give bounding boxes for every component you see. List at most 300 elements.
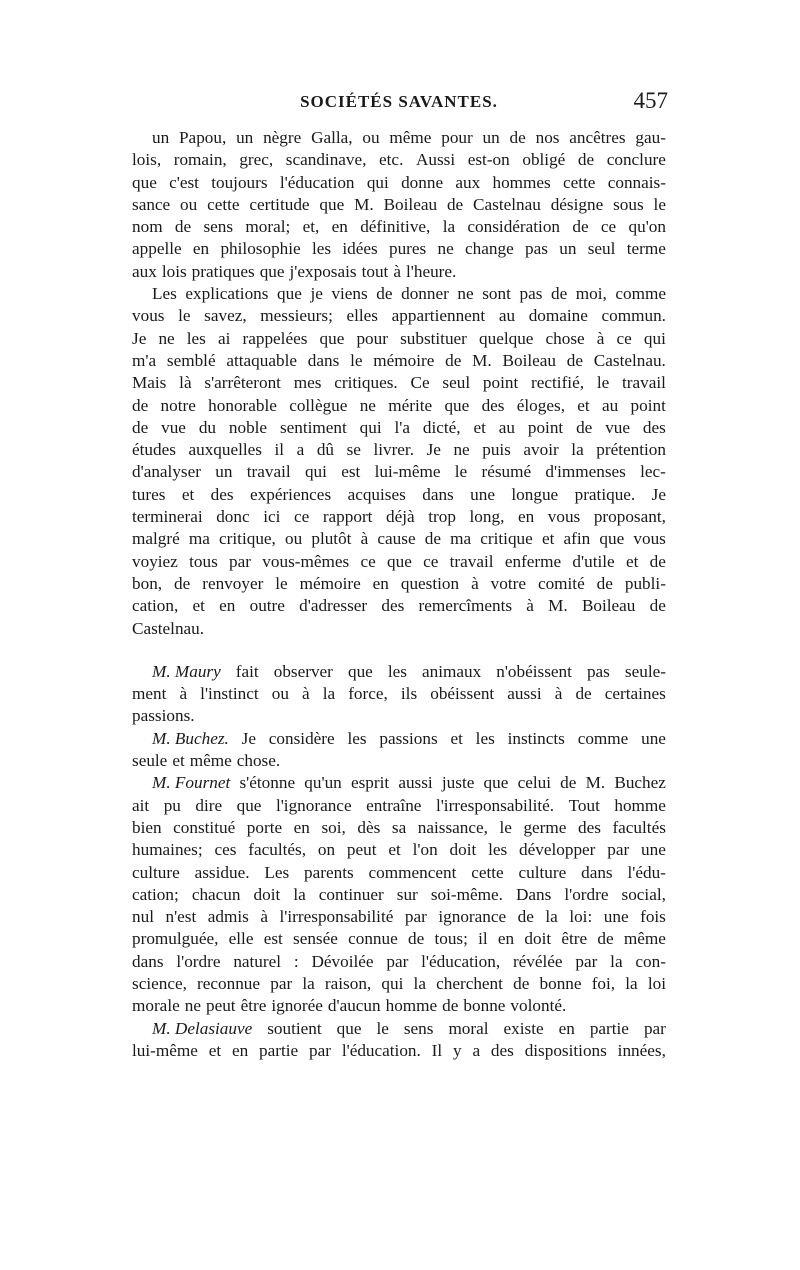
speaker-name: M. Buchez. (152, 728, 229, 748)
word: d'aucun (327, 996, 381, 1016)
word: cette (471, 862, 504, 882)
word: de (509, 128, 526, 147)
word: l'a (394, 417, 411, 437)
word: explications (185, 284, 269, 304)
word: bon, (132, 573, 163, 593)
word: homme (385, 996, 438, 1016)
word: Aussi (415, 150, 456, 170)
word: la (610, 951, 623, 971)
word: éloges, (516, 395, 565, 415)
word: de (576, 417, 593, 437)
paragraph-gap (132, 640, 666, 661)
word: rectifié, (531, 373, 585, 393)
word: pas (525, 239, 548, 259)
word: l'heure. (405, 261, 457, 281)
word: est-on (467, 150, 510, 170)
text-line (132, 149, 666, 171)
word: une (603, 907, 629, 927)
word: en (517, 507, 535, 527)
word: en (293, 817, 310, 837)
word: de (566, 350, 583, 370)
word: savez, (204, 306, 247, 326)
word: facultés (612, 817, 666, 837)
word: des (642, 417, 666, 437)
word: les (186, 328, 206, 348)
text-line (132, 372, 666, 394)
text-line (132, 283, 666, 305)
word: seul (587, 239, 616, 259)
word: la (293, 884, 306, 904)
word: la (442, 217, 456, 237)
word: certitude (249, 194, 310, 214)
word: définitive, (360, 217, 431, 237)
word: substituer (400, 328, 467, 348)
body-text (132, 127, 666, 1062)
word: Castelnau (473, 194, 541, 214)
word: viens (331, 284, 368, 304)
text-line (132, 395, 666, 417)
word: par (643, 1018, 666, 1038)
word: que (132, 172, 157, 192)
word: loi: (569, 907, 593, 927)
word: collègue (289, 395, 348, 415)
word: une (641, 840, 666, 860)
word: une (641, 728, 666, 748)
word: ou (271, 684, 289, 704)
word: longue (511, 484, 559, 504)
word: de (649, 551, 666, 571)
word: l'on (412, 840, 438, 860)
word: là (179, 373, 192, 393)
text-line (132, 1018, 666, 1040)
word: outre (249, 596, 285, 616)
word: l'éducation (279, 172, 355, 192)
word: partie (589, 1018, 629, 1038)
word: en (192, 239, 210, 259)
word: pu (163, 795, 181, 815)
word: des (490, 1040, 514, 1060)
word: le (178, 306, 191, 326)
word: les (387, 661, 407, 681)
word: social, (621, 884, 666, 904)
word: Ce (410, 373, 430, 393)
word: ce (423, 551, 439, 571)
word: à (393, 261, 401, 281)
word: animaux (421, 661, 482, 681)
word: que (444, 395, 470, 415)
word: mérite (388, 395, 433, 415)
word: travail (246, 462, 291, 482)
word: les (311, 239, 332, 259)
word: le (454, 462, 468, 482)
word: un (559, 239, 577, 259)
word: chose (545, 328, 585, 348)
word: l'ignorance (275, 795, 352, 815)
word: mes (293, 373, 322, 393)
word: désigne (550, 194, 604, 214)
word: ignorée (271, 996, 323, 1016)
word: qui (359, 417, 382, 437)
word: culture (518, 862, 567, 882)
word: ment (132, 684, 167, 704)
word: culture (132, 862, 180, 882)
text-line (132, 705, 666, 727)
word: qui (304, 462, 327, 482)
word: aussi (507, 684, 542, 704)
word: des (481, 395, 505, 415)
word: terme (626, 239, 666, 259)
word: grec, (239, 150, 274, 170)
word: comité (537, 573, 585, 593)
running-head (132, 88, 668, 122)
text-line (132, 261, 666, 283)
word: le (499, 817, 512, 837)
word: de (442, 996, 459, 1016)
word: être (240, 996, 267, 1016)
word: change (465, 239, 514, 259)
word: vue (605, 417, 631, 437)
word: à (554, 684, 563, 704)
word: force, (348, 684, 388, 704)
word: donner (401, 284, 449, 304)
word: les (488, 840, 508, 860)
word: ait (132, 795, 150, 815)
word: que (236, 795, 262, 815)
word: dans (581, 862, 613, 882)
text-line (132, 595, 666, 617)
word: n'obéissent (496, 661, 572, 681)
word: et (577, 395, 590, 415)
text-line (132, 973, 666, 995)
word: rapport (322, 507, 373, 527)
word: à (179, 684, 188, 704)
word: d'utile (572, 551, 615, 571)
text-line (132, 172, 666, 194)
word: la (545, 907, 558, 927)
word: pour (441, 128, 473, 147)
word: con- (635, 951, 666, 971)
speaker-name: M. Delasiauve (152, 1018, 253, 1038)
word: de (577, 150, 595, 170)
word: M. (585, 773, 606, 793)
word: déjà (386, 507, 415, 527)
word: de (572, 217, 589, 237)
word: publi- (624, 573, 666, 593)
word: Les (264, 862, 290, 882)
word: messieurs; (260, 306, 333, 326)
text-line (132, 528, 666, 550)
word: innées, (617, 1040, 666, 1060)
word: par (229, 551, 251, 571)
word: porte (246, 817, 283, 837)
word: parents (304, 862, 354, 882)
word: tous (189, 551, 218, 571)
word: elle (228, 929, 254, 949)
word: à (360, 529, 369, 549)
word: n'est (165, 907, 197, 927)
speaker-name: M. Maury (152, 661, 221, 681)
word: scandinave, (285, 150, 367, 170)
word: l'éducation, (421, 951, 501, 971)
text-line (132, 461, 666, 483)
word: domaine (528, 306, 588, 326)
word: et (541, 529, 555, 549)
word: plutôt (311, 529, 352, 549)
word: que (336, 1018, 362, 1038)
word: votre (490, 573, 526, 593)
word: connais- (607, 172, 666, 192)
text-line (132, 1040, 666, 1062)
word: et (208, 1040, 222, 1060)
word: et (172, 751, 185, 771)
word: un (152, 128, 170, 147)
word: M. (354, 194, 374, 214)
word: notre (160, 395, 196, 415)
word: un (482, 128, 500, 147)
word: hommes (492, 172, 551, 192)
word: Mais (132, 373, 167, 393)
word: ai (217, 328, 231, 348)
word: du (198, 417, 216, 437)
word: lui-même (374, 462, 441, 482)
text-line (132, 862, 666, 884)
word: enferme (504, 551, 562, 571)
word: instincts (507, 728, 565, 748)
word: proposant, (593, 507, 666, 527)
word: homme (614, 795, 666, 815)
text-line (132, 728, 666, 750)
word: même (623, 929, 666, 949)
word: et (192, 596, 205, 616)
word: les (475, 728, 495, 748)
word: bien (132, 817, 162, 837)
word: germe (523, 817, 567, 837)
word: par (404, 907, 427, 927)
word: de (550, 284, 568, 304)
word: par (607, 840, 630, 860)
word: au (602, 395, 619, 415)
word: terminerai (132, 507, 203, 527)
word: de (560, 773, 577, 793)
word: conclure (606, 150, 666, 170)
paragraph (132, 127, 666, 283)
word: de (132, 417, 149, 437)
word: en (558, 1018, 575, 1038)
word: y (453, 1040, 462, 1060)
word: de (174, 573, 191, 593)
word: Tout (568, 795, 600, 815)
word: de (424, 529, 441, 549)
word: à (471, 573, 479, 593)
word: que (319, 328, 345, 348)
word: sens (203, 217, 234, 237)
word: de (445, 350, 462, 370)
word: facultés, (248, 840, 307, 860)
word: mémoire (373, 350, 435, 370)
word: sur (396, 884, 418, 904)
word: point (527, 417, 564, 437)
word: voyiez (132, 551, 178, 571)
word: on (317, 840, 336, 860)
word: bonne (539, 973, 582, 993)
word: nos (535, 128, 560, 147)
word: la (302, 973, 315, 993)
word: aux (132, 261, 157, 281)
word: le (376, 1018, 389, 1038)
word: il (274, 440, 285, 460)
word: long, (469, 507, 505, 527)
word: sance (132, 194, 171, 214)
word: point (630, 395, 666, 415)
word: le (350, 350, 363, 370)
word: la (322, 684, 336, 704)
word: tures (132, 484, 166, 504)
word: et (625, 551, 639, 571)
word: l'édu- (627, 862, 666, 882)
word: philosophie (220, 239, 301, 259)
word: peut (205, 996, 236, 1016)
text-line (132, 551, 666, 573)
word: M. (548, 596, 568, 616)
word: Castelnau. (132, 618, 205, 638)
word: la (413, 973, 426, 993)
word: un (215, 462, 233, 482)
word: vous (547, 507, 581, 527)
word: partie (259, 1040, 299, 1060)
word: connue (348, 929, 398, 949)
word: en (331, 217, 348, 237)
word: chacun (191, 884, 241, 904)
word: le (653, 194, 666, 214)
word: ces (214, 840, 237, 860)
word: s'étonne (239, 773, 296, 793)
word: doit (524, 929, 552, 949)
word: rappelées (242, 328, 308, 348)
word: soutient (267, 1018, 322, 1038)
word: à (526, 596, 534, 616)
word: et (181, 484, 195, 504)
word: doit (449, 840, 477, 860)
word: M. (472, 350, 492, 370)
text-line (132, 928, 666, 950)
text-line (132, 951, 666, 973)
word: résumé (481, 462, 532, 482)
word: dans (307, 350, 340, 370)
word: soi, (321, 817, 346, 837)
word: vous-mêmes (262, 551, 350, 571)
text-line (132, 194, 666, 216)
text-line (132, 127, 666, 149)
word: de (174, 217, 192, 237)
text-line (132, 573, 666, 595)
text-line (132, 328, 666, 350)
word: lec- (640, 462, 666, 482)
word: nom (132, 217, 163, 237)
word: et (388, 840, 401, 860)
word: critique (480, 529, 533, 549)
word: des (210, 484, 234, 504)
word: observer (273, 661, 333, 681)
word: des (381, 596, 405, 616)
word: même (389, 128, 432, 147)
word: chose. (236, 751, 281, 771)
word: moi, (575, 284, 607, 304)
word: que (259, 261, 285, 281)
word: appelle (132, 239, 182, 259)
word: appartiennent (391, 306, 486, 326)
word: ma (188, 529, 210, 549)
word: une (470, 484, 495, 504)
word: celui (517, 773, 551, 793)
word: qu'un (304, 773, 342, 793)
word: l'ordre (564, 884, 609, 904)
word: Castelnau. (593, 350, 666, 370)
word: que (483, 773, 509, 793)
word: commun. (601, 306, 666, 326)
word: qui (366, 172, 389, 192)
word: par (386, 951, 409, 971)
word: commencent (368, 862, 457, 882)
word: qui (381, 973, 404, 993)
word: toujours (211, 172, 268, 192)
word: que (319, 194, 345, 214)
word: pas (586, 661, 610, 681)
word: raison, (324, 973, 372, 993)
word: vous (132, 306, 165, 326)
word: de (597, 929, 614, 949)
word: ce (360, 551, 376, 571)
word: loi (647, 973, 666, 993)
word: être (561, 929, 588, 949)
word: de (513, 973, 530, 993)
word: sous (613, 194, 644, 214)
word: etc. (379, 150, 404, 170)
word: entraîne (366, 795, 422, 815)
word: pures (388, 239, 427, 259)
word: critiques. (334, 373, 398, 393)
word: tous; (434, 929, 468, 949)
word: trop (428, 507, 456, 527)
word: de (407, 929, 425, 949)
word: existe (503, 1018, 544, 1038)
word: a (296, 440, 305, 460)
word: cette (563, 172, 596, 192)
word: dire (195, 795, 223, 815)
word: cherchent (436, 973, 503, 993)
word: point (482, 373, 519, 393)
word: considère (268, 728, 335, 748)
word: renvoyer (202, 573, 264, 593)
word: ancêtres (569, 128, 626, 147)
word: cation, (132, 596, 179, 616)
word: se (346, 440, 361, 460)
word: obligé (522, 150, 566, 170)
word: Buchez (614, 773, 666, 793)
word: prétention (596, 440, 666, 460)
word: les (347, 728, 367, 748)
word: fait (235, 661, 259, 681)
word: et (473, 417, 486, 437)
word: sens (403, 1018, 434, 1038)
word: soi-même. (430, 884, 503, 904)
word: il (478, 929, 488, 949)
word: Je (651, 484, 666, 504)
word: romain, (173, 150, 227, 170)
word: ma (450, 529, 472, 549)
text-line (132, 417, 666, 439)
word: gau- (635, 128, 666, 147)
word: volonté. (510, 996, 567, 1016)
